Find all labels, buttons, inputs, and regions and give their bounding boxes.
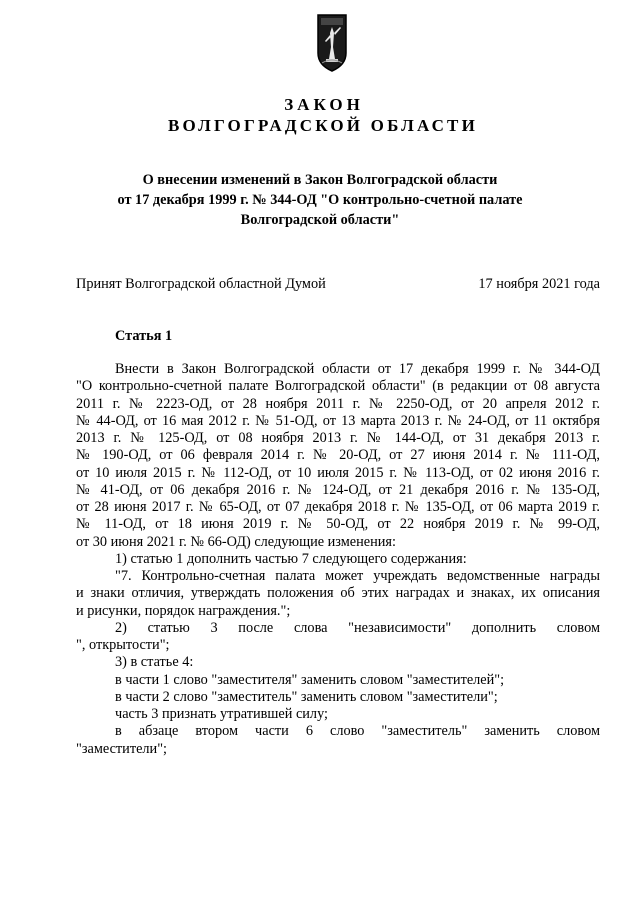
body-line: в абзаце втором части 6 слово "заместитель" заменить словом [115,723,600,740]
body-line: от 10 июля 2015 г. № 112-ОД, от 10 июля 2015 г. № 113-ОД, от 02 июня 2016 г. [76,464,600,481]
body-line: "7. Контрольно-счетная палата может учреждать ведомственные награды [115,568,600,584]
body-line: ", открытости"; [76,637,170,653]
body-line: 2013 г. № 125-ОД, от 08 ноября 2013 г. № 144-ОД, от 31 декабря 2013 г. [76,430,600,446]
body-line: № 11-ОД, от 18 июня 2019 г. № 50-ОД, от 22 ноября 2019 г. № 99-ОД, [76,516,600,533]
body-line: в части 2 слово "заместитель" заменить словом "заместители"; [115,688,498,705]
body-line: 3) в статье 4: [115,654,194,671]
body-line: от 30 июня 2021 г. № 66-ОД) следующие изменения: [76,533,396,550]
volgograd-coat-of-arms-icon [316,13,348,73]
adoption-date: 17 ноября 2021 года [478,276,600,292]
body-line: и рисунки, порядок награждения."; [76,602,291,619]
body-line: Внести в Закон Волгоградской области от 17 декабря 1999 г. № 344-ОД [115,361,600,377]
subject-line: О внесении изменений в Закон Волгоградской области [142,172,498,188]
article-heading: Статья 1 [115,328,173,344]
body-line: 2011 г. № 2223-ОД, от 28 ноября 2011 г. № 2250-ОД, от 20 апреля 2012 г. [76,395,600,412]
body-line: в части 1 слово "заместителя" заменить словом "заместителей"; [115,671,505,688]
law-title: ЗАКОН [284,95,364,114]
adopted-by: Принят Волгоградской областной Думой [76,276,326,292]
body-line: № 41-ОД, от 06 декабря 2016 г. № 124-ОД, от 21 декабря 2016 г. № 135-ОД, [76,481,600,498]
law-region: ВОЛГОГРАДСКОЙ ОБЛАСТИ [167,116,479,135]
subject-line: Волгоградской области" [240,212,400,228]
article-body [76,361,600,758]
subject-line: от 17 декабря 1999 г. № 344-ОД "О контрольно-счетной палате [117,192,523,208]
body-line: 2) статью 3 после слова "независимости" дополнить словом [115,619,600,636]
body-line: часть 3 признать утратившей силу; [115,706,329,722]
body-line: от 28 июня 2017 г. № 65-ОД, от 07 декабря 2018 г. № 135-ОД, от 06 марта 2019 г. [76,499,600,515]
body-line: № 44-ОД, от 16 мая 2012 г. № 51-ОД, от 13 марта 2013 г. № 24-ОД, от 11 октября [76,412,600,429]
body-line: 1) статью 1 дополнить частью 7 следующего содержания: [115,550,467,567]
law-subject [0,170,640,230]
body-line: "О контрольно-счетной палате Волгоградской области" (в редакции от 08 августа [76,378,600,395]
body-line: "заместители"; [76,740,168,757]
body-line: и знаки отличия, утверждать положения об этих наградах и знаках, их описания [76,585,600,602]
body-line: № 190-ОД, от 06 февраля 2014 г. № 20-ОД, от 27 июня 2014 г. № 111-ОД, [76,447,600,464]
